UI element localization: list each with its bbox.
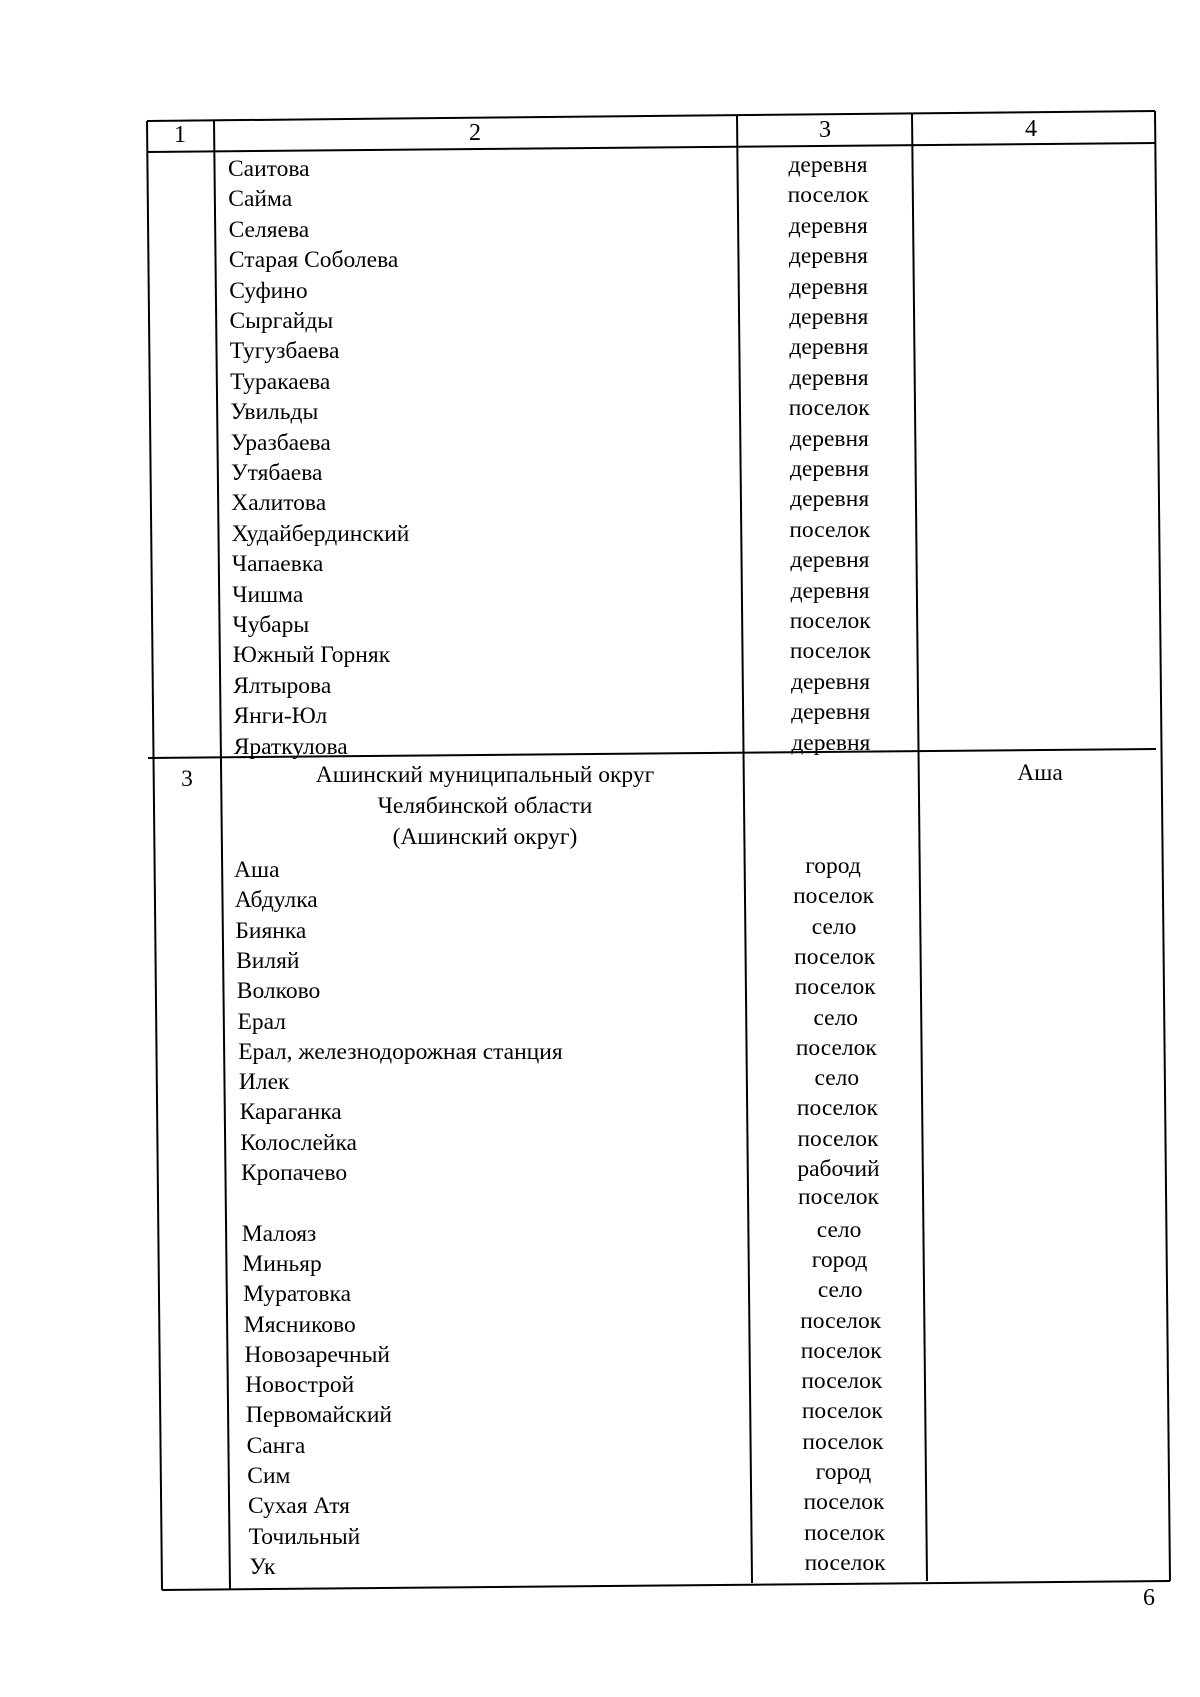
settlement-name: Миньяр (242, 1250, 322, 1277)
settlement-type: деревня (788, 243, 868, 270)
settlement-type: деревня (788, 212, 868, 239)
admin-center: Аша (1017, 760, 1063, 786)
header-col-2: 2 (469, 120, 481, 146)
settlement-name: Колослейка (240, 1129, 357, 1156)
header-col-1: 1 (174, 122, 186, 148)
header-col-3: 3 (819, 117, 831, 143)
settlement-name: Новозаречный (244, 1341, 390, 1368)
settlement-type: поселок (789, 638, 871, 665)
settlement-name: Сайма (228, 186, 293, 213)
settlement-name: Чапаевка (231, 551, 324, 578)
settlement-type: деревня (790, 547, 870, 574)
settlement-type: деревня (789, 456, 870, 482)
settlement-name: Новострой (245, 1372, 355, 1399)
settlement-name: Волково (236, 978, 321, 1005)
settlement-name: Абдулка (234, 887, 318, 914)
settlement-type: поселок (803, 1489, 885, 1516)
settlement-type: деревня (789, 304, 869, 330)
section-title-line-1: Ашинский муниципальный округ (315, 762, 655, 788)
settlement-name: Суфино (229, 277, 308, 304)
settlement-name: Сухая Атя (248, 1493, 350, 1520)
settlement-type: деревня (791, 729, 871, 756)
settlement-type: деревня (789, 364, 869, 391)
settlement-type: село (814, 1065, 860, 1092)
settlement-name: Тугузбаева (229, 338, 340, 365)
header-col-4: 4 (1025, 116, 1037, 142)
settlement-type: поселок (793, 883, 875, 910)
settlement-type: деревня (791, 668, 871, 695)
settlement-name: Чубары (232, 612, 310, 638)
settlement-type: село (813, 1004, 859, 1031)
settlement-type: деревня (788, 152, 868, 178)
settlement-name: Санга (246, 1432, 306, 1459)
settlement-type: деревня (789, 334, 869, 361)
settlement-name: Первомайский (245, 1402, 392, 1429)
settlement-name: Сыргайды (229, 308, 334, 334)
settlement-type: поселок (802, 1428, 884, 1455)
settlement-type: рабочий поселок (797, 1156, 880, 1210)
section-title-line-2: Челябинской области (377, 793, 593, 819)
settlement-name: Селяева (228, 216, 310, 243)
settlement-name: Малояз (241, 1220, 317, 1247)
settlement-type: поселок (801, 1368, 883, 1395)
settlement-type: деревня (790, 486, 870, 513)
settlement-type: деревня (789, 273, 869, 300)
settlement-type: поселок (804, 1519, 886, 1546)
settlement-name: Аша (234, 857, 280, 883)
settlement-type: село (811, 913, 857, 940)
settlement-name: Ерал, железнодорожная станция (238, 1038, 563, 1065)
settlement-type: поселок (787, 182, 869, 209)
section-number: 3 (181, 766, 193, 792)
settlement-name: Мясниково (243, 1311, 356, 1338)
settlement-type: поселок (797, 1125, 879, 1152)
settlement-name: Ерал (237, 1008, 286, 1035)
settlement-name: Виляй (236, 947, 300, 974)
settlement-type: село (816, 1216, 862, 1243)
settlement-type: город (811, 1246, 868, 1273)
settlement-type: поселок (804, 1549, 886, 1576)
settlement-name: Чишма (232, 581, 304, 608)
settlement-type: город (815, 1459, 872, 1485)
settlement-name: Точильный (248, 1523, 361, 1550)
settlement-type: поселок (794, 974, 876, 1001)
settlement-type: поселок (796, 1095, 878, 1122)
settlement-name: Утябаева (231, 460, 323, 486)
settlement-name: Туракаева (230, 368, 331, 395)
settlement-type: деревня (791, 699, 871, 726)
settlement-type: поселок (788, 395, 870, 422)
settlement-type: поселок (795, 1034, 877, 1061)
settlement-name: Муратовка (243, 1281, 352, 1308)
settlement-name: Сим (247, 1463, 291, 1489)
settlement-name: Худайбердинский (231, 520, 410, 547)
settlement-name: Биянка (235, 917, 307, 944)
settlement-name: Кропачево (241, 1160, 348, 1186)
settlement-type: деревня (790, 577, 870, 604)
settlement-type: поселок (801, 1398, 883, 1425)
settlement-name: Яраткулова (233, 733, 348, 760)
settlement-name: Янги-Юл (233, 703, 328, 730)
settlement-name: Ук (249, 1553, 276, 1580)
settlement-type: поселок (800, 1307, 882, 1334)
settlement-type: село (817, 1277, 863, 1304)
settlement-name: Халитова (231, 490, 327, 517)
settlement-name: Караганка (239, 1099, 342, 1126)
page-number: 6 (1143, 1585, 1155, 1611)
settlement-type: город (805, 853, 861, 879)
settlement-name: Саитова (228, 156, 310, 182)
settlement-name: Уразбаева (230, 429, 331, 456)
section-title-line-3: (Ашинский округ) (392, 824, 578, 850)
settlement-name: Увильды (230, 399, 319, 426)
settlement-name: Южный Горняк (232, 642, 391, 669)
settlement-name: Старая Соболева (228, 247, 399, 274)
settlement-name: Илек (238, 1069, 290, 1096)
settlement-name: Ялтырова (233, 672, 332, 699)
settlement-type: поселок (794, 943, 876, 970)
settlement-type: поселок (800, 1337, 882, 1364)
settlement-type: деревня (789, 425, 869, 452)
settlement-type: поселок (789, 516, 871, 543)
settlement-type: поселок (789, 608, 871, 634)
